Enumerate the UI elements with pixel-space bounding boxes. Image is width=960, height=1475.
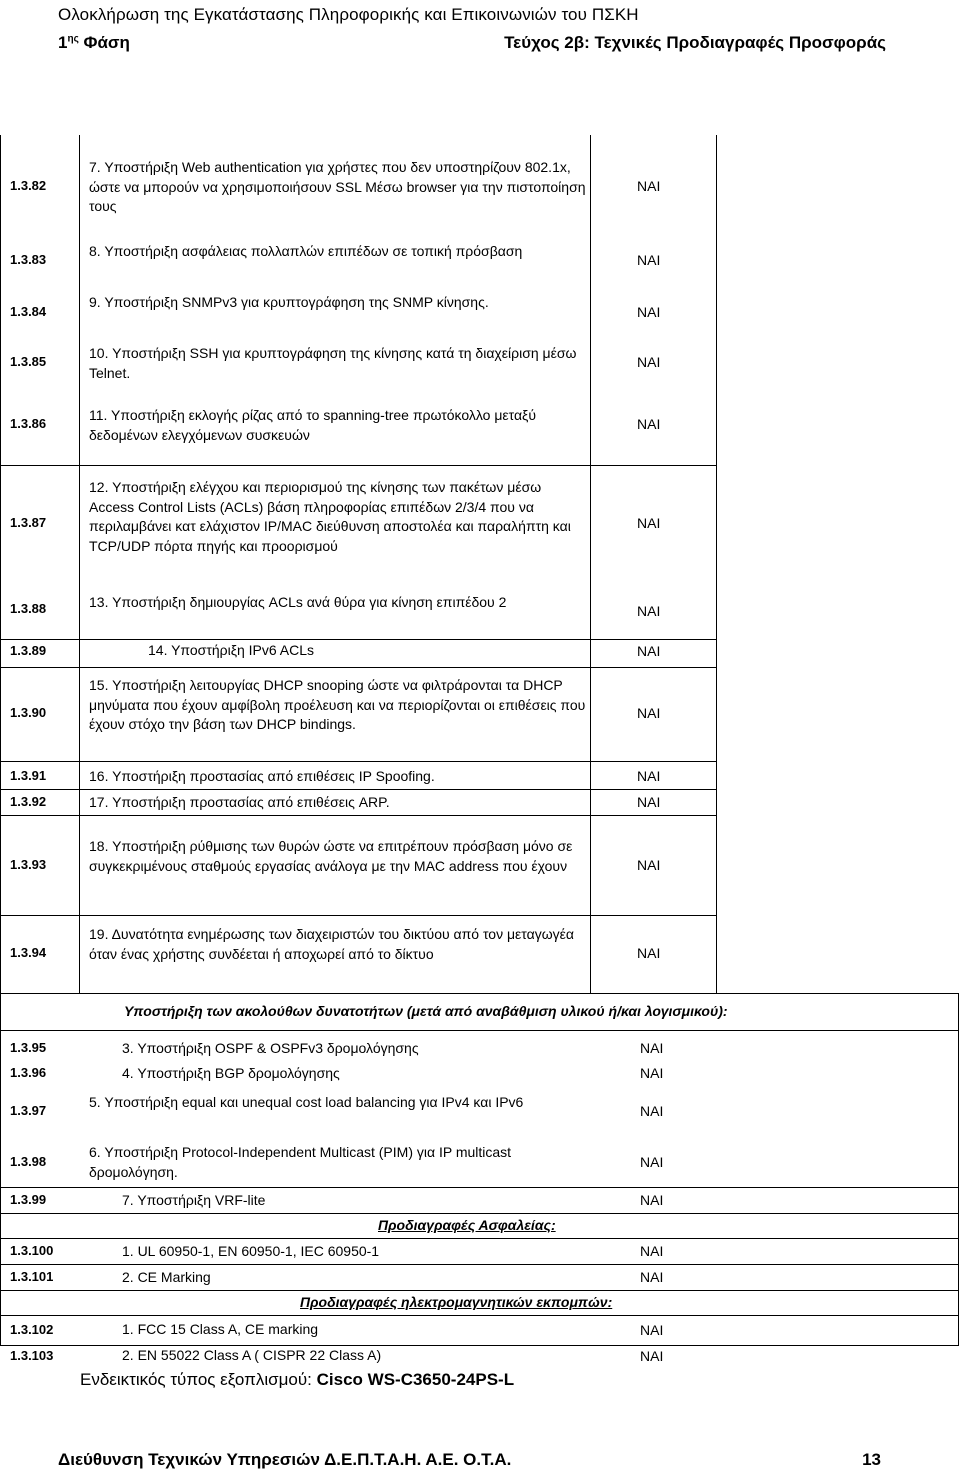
row-number: 1.3.92: [10, 794, 47, 809]
row-number: 1.3.103: [10, 1348, 54, 1363]
phase-word: Φάση: [83, 33, 130, 52]
equipment-model-value: Cisco WS-C3650-24PS-L: [316, 1370, 515, 1389]
row-number: 1.3.83: [10, 252, 47, 267]
row-number: 1.3.84: [10, 304, 47, 319]
row-description: 9. Υποστήριξη SNMPv3 για κρυπτογράφηση της SNMP κίνησης.: [89, 294, 489, 310]
footer-organization: Διεύθυνση Τεχνικών Υπηρεσιών Δ.Ε.Π.Τ.Α.Η. Α.Ε. Ο.Τ.Α.: [58, 1450, 512, 1469]
row-requirement: ΝΑΙ: [640, 1322, 664, 1338]
table-border-right-lower: [958, 993, 959, 1345]
page-number: 13: [862, 1450, 881, 1469]
row-description: 2. CE Marking: [122, 1269, 211, 1285]
row-separator: [0, 639, 717, 640]
row-requirement: ΝΑΙ: [640, 1040, 664, 1056]
equipment-model: [80, 1370, 514, 1390]
row-description: 7. Υποστήριξη Web authentication για χρήστες που δεν υποστηρίζουν 802.1x, ώστε να μπορούν να χρησιμοποιήσουν SSL Μέσω browser για την πιστοποίηση τους: [89, 159, 586, 214]
row-number: 1.3.88: [10, 601, 47, 616]
row-description: 14. Υποστήριξη IPv6 ACLs: [148, 642, 315, 658]
row-description: 6. Υποστήριξη Protocol-Independent Multicast (PIM) για IP multicast δρομολόγηση.: [89, 1144, 512, 1180]
row-description: 7. Υποστήριξη VRF-lite: [122, 1192, 266, 1208]
row-separator: [0, 993, 959, 994]
row-requirement: ΝΑΙ: [640, 1348, 664, 1364]
row-number: 1.3.82: [10, 178, 47, 193]
row-number: 1.3.91: [10, 768, 47, 783]
row-description: 4. Υποστήριξη BGP δρομολόγησης: [122, 1065, 340, 1081]
row-description: 13. Υποστήριξη δημιουργίας ACLs ανά θύρα για κίνηση επιπέδου 2: [89, 594, 507, 610]
row-separator: [0, 789, 717, 790]
document-header-phase: [58, 33, 130, 53]
phase-ordinal: ης: [67, 33, 79, 45]
row-number: 1.3.98: [10, 1154, 47, 1169]
table-divider-req: [590, 135, 591, 993]
row-requirement: ΝΑΙ: [637, 643, 661, 659]
row-requirement: ΝΑΙ: [637, 416, 661, 432]
row-separator: [0, 1315, 959, 1316]
row-separator: [0, 815, 717, 816]
row-description: 10. Υποστήριξη SSH για κρυπτογράφηση της κίνησης κατά τη διαχείριση μέσω Telnet.: [89, 345, 577, 381]
row-requirement: ΝΑΙ: [640, 1065, 664, 1081]
row-description: 16. Υποστήριξη προστασίας από επιθέσεις IP Spoofing.: [89, 768, 435, 784]
row-description: 8. Υποστήριξη ασφάλειας πολλαπλών επιπέδων σε τοπική πρόσβαση: [89, 243, 523, 259]
spec-table: [0, 135, 960, 1395]
row-requirement: ΝΑΙ: [637, 794, 661, 810]
row-description: 3. Υποστήριξη OSPF & OSPFv3 δρομολόγησης: [122, 1040, 419, 1056]
row-separator: [0, 667, 717, 668]
row-requirement: ΝΑΙ: [637, 178, 661, 194]
document-header-title: Ολοκλήρωση της Εγκατάστασης Πληροφορικής και Επικοινωνιών του ΠΣΚΗ: [58, 5, 639, 24]
row-number: 1.3.96: [10, 1065, 47, 1080]
row-separator: [0, 465, 717, 466]
row-number: 1.3.87: [10, 515, 47, 530]
row-number: 1.3.101: [10, 1269, 54, 1284]
row-separator: [0, 1213, 959, 1214]
row-requirement: ΝΑΙ: [637, 857, 661, 873]
row-description: 19. Δυνατότητα ενημέρωσης των διαχειριστών του δικτύου από τον μεταγωγέα όταν ένας χρήστης συνδέεται ή αποχωρεί από το δίκτυο: [89, 926, 574, 962]
section-heading-emissions: Προδιαγραφές ηλεκτρομαγνητικών εκπομπών:: [300, 1294, 613, 1310]
row-number: 1.3.85: [10, 354, 47, 369]
section-heading-upgrade: Υποστήριξη των ακολούθων δυνατοτήτων (μετά από αναβάθμιση υλικού ή/και λογισμικού):: [124, 1003, 728, 1019]
row-requirement: ΝΑΙ: [637, 603, 661, 619]
table-divider-num: [79, 135, 80, 993]
row-separator: [0, 1187, 959, 1188]
row-requirement: ΝΑΙ: [640, 1154, 664, 1170]
row-number: 1.3.102: [10, 1322, 54, 1337]
phase-number: 1: [58, 33, 68, 52]
row-separator: [0, 1238, 959, 1239]
table-border-right: [716, 135, 717, 993]
row-requirement: ΝΑΙ: [637, 768, 661, 784]
row-number: 1.3.93: [10, 857, 47, 872]
document-header-volume: Τεύχος 2β: Τεχνικές Προδιαγραφές Προσφοράς: [504, 33, 886, 52]
row-number: 1.3.95: [10, 1040, 47, 1055]
section-heading-security: Προδιαγραφές Ασφαλείας:: [378, 1217, 556, 1233]
row-requirement: ΝΑΙ: [637, 705, 661, 721]
row-requirement: ΝΑΙ: [640, 1103, 664, 1119]
row-number: 1.3.89: [10, 643, 47, 658]
row-description: 1. UL 60950-1, EN 60950-1, IEC 60950-1: [122, 1243, 380, 1259]
row-requirement: ΝΑΙ: [637, 354, 661, 370]
row-description: 18. Υποστήριξη ρύθμισης των θυρών ώστε να επιτρέπουν πρόσβαση μόνο σε συγκεκριμένους σταθμούς εργασίας ανάλογα με την MAC address που έχουν: [89, 838, 573, 874]
row-requirement: ΝΑΙ: [640, 1269, 664, 1285]
row-number: 1.3.100: [10, 1243, 54, 1258]
equipment-model-label: Ενδεικτικός τύπος εξοπλισμού:: [80, 1370, 312, 1389]
row-separator: [0, 915, 717, 916]
row-number: 1.3.86: [10, 416, 47, 431]
row-requirement: ΝΑΙ: [640, 1243, 664, 1259]
row-separator: [0, 1030, 959, 1031]
row-separator: [0, 1264, 959, 1265]
row-requirement: ΝΑΙ: [637, 515, 661, 531]
row-description: 5. Υποστήριξη equal και unequal cost load balancing για IPv4 και IPv6: [89, 1094, 524, 1110]
row-description: 17. Υποστήριξη προστασίας από επιθέσεις ARP.: [89, 794, 390, 810]
row-separator: [0, 761, 717, 762]
row-description: 1. FCC 15 Class A, CE marking: [122, 1321, 319, 1337]
row-description: 12. Υποστήριξη ελέγχου και περιορισμού της κίνησης των πακέτων μέσω Access Control Lists (ACLs) βάση πληροφορίας επιπέδων 2/3/4 που να περιλαμβάνει κατ ελάχιστον IP/MAC διεύθυνση αποστολέα και παραλήπτη και TCP/UDP πόρτα πηγής και προορισμού: [89, 479, 571, 554]
row-number: 1.3.99: [10, 1192, 47, 1207]
table-border-left: [0, 135, 1, 1345]
row-number: 1.3.90: [10, 705, 47, 720]
row-number: 1.3.97: [10, 1103, 47, 1118]
row-requirement: ΝΑΙ: [637, 945, 661, 961]
row-description: 15. Υποστήριξη λειτουργίας DHCP snooping ώστε να φιλτράρονται τα DHCP μηνύματα που έχουν αμφίβολη προέλευση και να περιορίζονται οι επιθέσεις που έχουν στόχο την βάση των DHCP bindings.: [89, 677, 586, 732]
row-requirement: ΝΑΙ: [637, 252, 661, 268]
row-description: 2. EN 55022 Class A ( CISPR 22 Class A): [122, 1347, 382, 1363]
row-description: 11. Υποστήριξη εκλογής ρίζας από το spanning-tree πρωτόκολλο μεταξύ δεδομένων ελεγχόμενων συσκευών: [89, 407, 536, 443]
row-number: 1.3.94: [10, 945, 47, 960]
row-separator: [0, 1290, 959, 1291]
row-requirement: ΝΑΙ: [640, 1192, 664, 1208]
row-requirement: ΝΑΙ: [637, 304, 661, 320]
